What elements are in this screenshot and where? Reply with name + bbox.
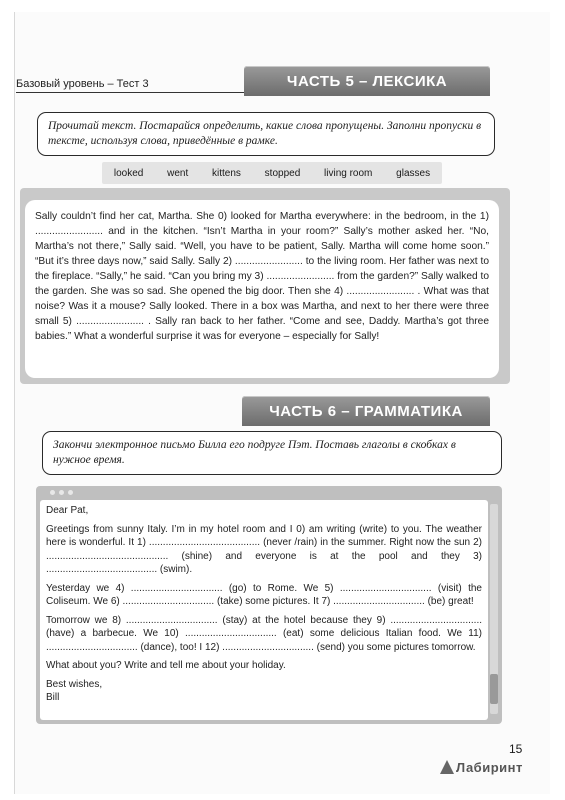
test-level: Базовый уровень – Тест 3 bbox=[16, 78, 149, 90]
email-paragraph-4: What about you? Write and tell me about your holiday. bbox=[46, 660, 286, 671]
word-item: stopped bbox=[264, 167, 301, 179]
page-number: 15 bbox=[509, 742, 523, 756]
watermark bbox=[440, 760, 523, 775]
word-box bbox=[102, 162, 442, 184]
email-closing: Best wishes, bbox=[46, 678, 103, 690]
header-rule bbox=[16, 92, 246, 93]
email-body bbox=[40, 500, 488, 720]
part6-instruction: Закончи электронное письмо Билла его подруге Пэт. Поставь глаголы в скобках в нужное время. bbox=[42, 431, 502, 475]
window-dot-icon bbox=[68, 490, 73, 495]
watermark-text: Лабиринт bbox=[456, 760, 523, 775]
window-dots bbox=[50, 490, 73, 495]
part5-instruction: Прочитай текст. Постарайся определить, какие слова пропущены. Заполни пропуски в тексте, используя слова, приведённые в рамке. bbox=[37, 112, 495, 156]
email-signature: Bill bbox=[46, 692, 60, 703]
scrollbar-thumb[interactable] bbox=[490, 674, 498, 704]
word-item: looked bbox=[113, 167, 144, 179]
email-paragraph-3: Tomorrow we 8) ................................. (stay) at the hotel because they 9) ................................. (have) a barbecue. We 10) ................................. (eat) some delicious Italian food. We 11) ................................. (dance), too! I 12) ................................. (send) you some pictures tomorrow. bbox=[46, 614, 482, 653]
email-window bbox=[36, 486, 502, 724]
word-item: living room bbox=[324, 167, 373, 179]
email-paragraph-1: Greetings from sunny Italy. I’m in my hotel room and I 0) am writing (write) to you. The weather here is wonderful. It 1) ........................................ (never /rain) in the summer. Right now the sun 2) ............................................ (shine) and everyone is at the pool and they 3) ........................................ (swim). bbox=[46, 523, 482, 575]
email-paragraph-2: Yesterday we 4) ................................. (go) to Rome. We 5) ................................. (visit) the Coliseum. We 6) ................................. (take) some pictures. It 7) ................................. (be) great! bbox=[46, 582, 482, 607]
word-item: glasses bbox=[396, 167, 431, 179]
email-greeting: Dear Pat, bbox=[46, 505, 89, 516]
part5-title: ЧАСТЬ 5 – ЛЕКСИКА bbox=[244, 66, 490, 96]
story-text: Sally couldn’t find her cat, Martha. She 0) looked for Martha everywhere: in the bedroom, in the 1) ........................ and in the kitchen. “Isn’t Martha in your room?” Sally’s mother asked her. “No, Martha’s not there,” Sally said. “Well, you have to be patient, Sally. Martha will come home soon.” “But it’s three days now,” said Sally. Sally 2) ........................ to the living room. Her father was next to the fireplace. “Sally,” he said. “Can you bring my 3) ........................ from the garden?” Sally walked to the garden. She was so sad. She opened the big door. Then she 4) ........................ . What was that noise? Was it a mouse? Sally looked. There in a box was Martha, and next to her there were three small 5) ........................ . Sally ran back to her father. “Come and see, Daddy. Martha’s got three babies.” What a wonderful surprise it was for everyone – especially for Sally! bbox=[25, 200, 499, 378]
labirint-logo-icon bbox=[440, 760, 454, 774]
word-item: kittens bbox=[212, 167, 241, 179]
window-dot-icon bbox=[59, 490, 64, 495]
window-dot-icon bbox=[50, 490, 55, 495]
email-scrollbar[interactable] bbox=[490, 504, 498, 714]
word-item: went bbox=[167, 167, 189, 179]
part6-title: ЧАСТЬ 6 – ГРАММАТИКА bbox=[242, 396, 490, 426]
